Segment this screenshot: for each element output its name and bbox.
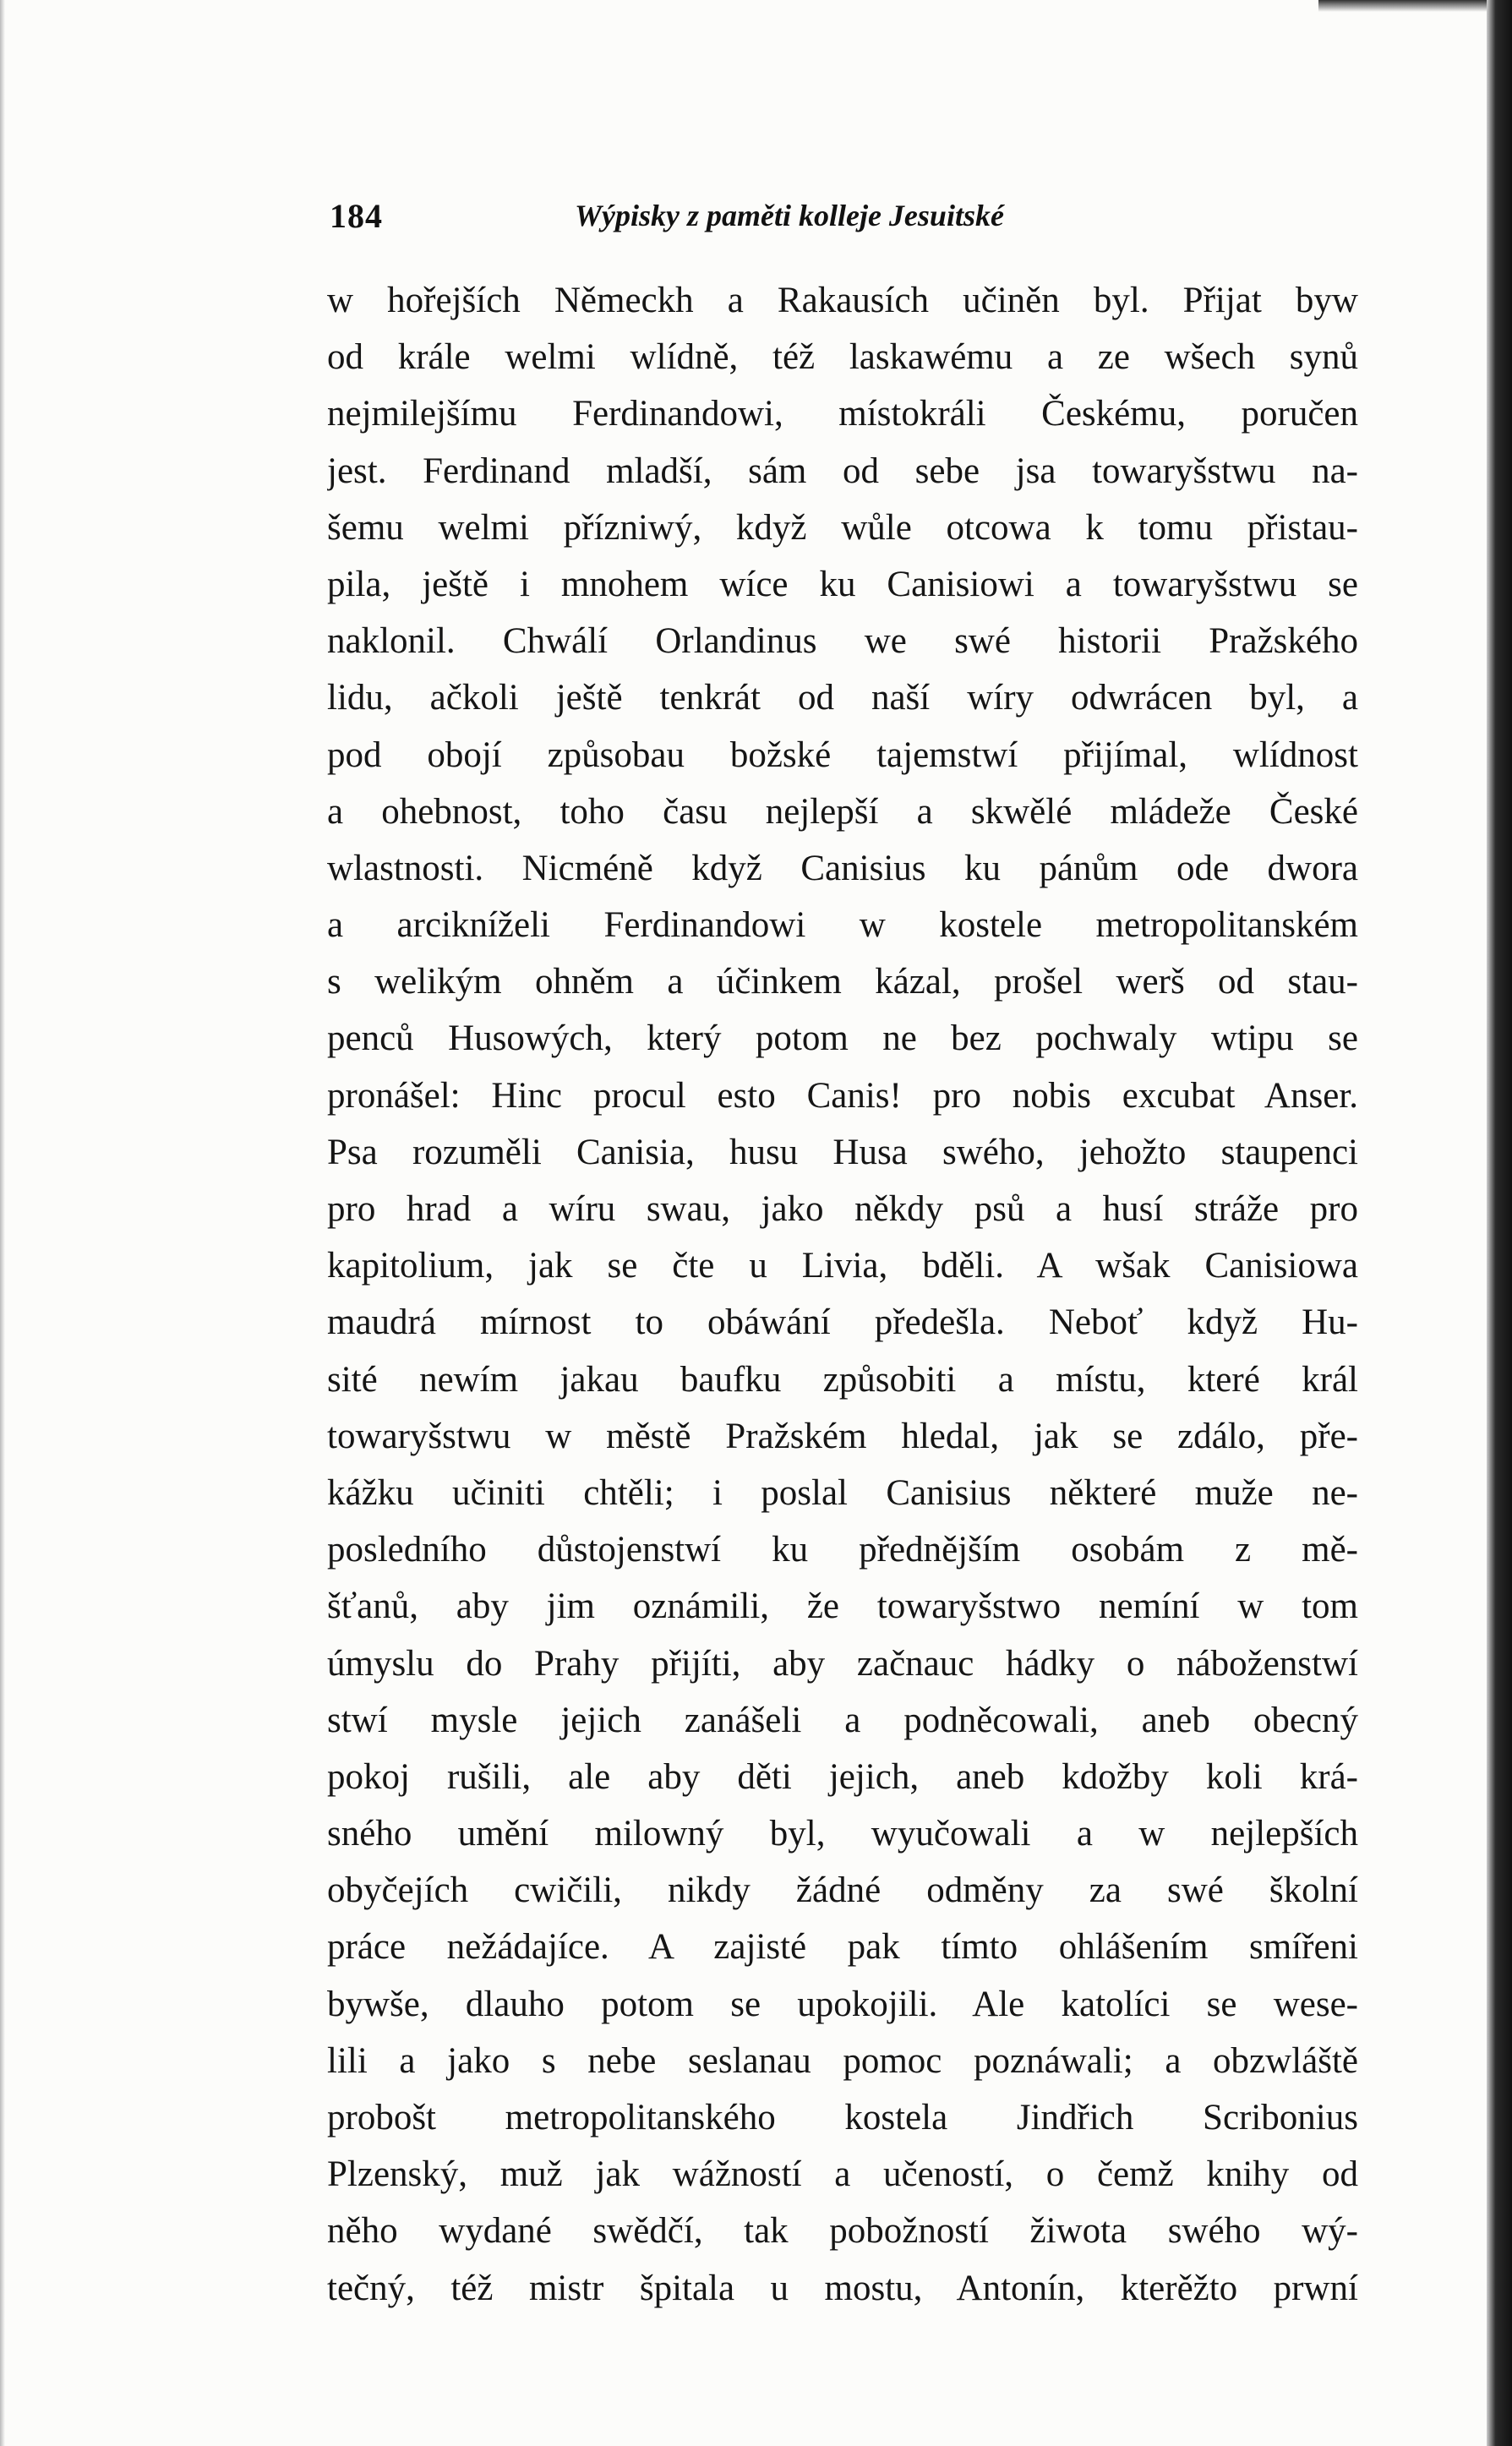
scan-edge-left [0, 0, 5, 2446]
text-line: pro hrad a wíru swau, jako někdy psů a husí stráže pro [327, 1189, 1358, 1229]
text-line: jest. Ferdinand mladší, sám od sebe jsa towaryšstwu na- [327, 450, 1358, 491]
text-line: bywše, dlauho potom se upokojili. Ale katolíci se wese- [327, 1984, 1358, 2024]
text-line: sité newím jakau baufku způsobiti a místu, které král [327, 1359, 1358, 1400]
text-line: sného umění milowný byl, wyučowali a w nejlepších [327, 1814, 1358, 1854]
running-title: Wýpisky z paměti kolleje Jesuitské [575, 199, 1004, 232]
text-line: kážku učiniti chtěli; i poslal Canisius některé muže ne- [327, 1472, 1358, 1513]
text-line: Plzenský, muž jak wážností a učeností, o čemž knihy od [327, 2154, 1358, 2195]
text-line: wlastnosti. Nicméně když Canisius ku pánům ode dwora [327, 848, 1358, 888]
text-line: pokoj rušili, ale aby děti jejich, aneb kdožby koli krá- [327, 1756, 1358, 1797]
text-line: pronášel: Hinc procul esto Canis! pro nobis excubat Anser. [327, 1075, 1358, 1116]
text-line: pod obojí způsobau božské tajemstwí přijímal, wlídnost [327, 734, 1358, 775]
scan-edge-right [1487, 0, 1512, 2446]
text-line: nejmilejšímu Ferdinandowi, místokráli Českému, poručen [327, 394, 1358, 434]
text-line: penců Husowých, který potom ne bez pochwaly wtipu se [327, 1018, 1358, 1059]
page-header [330, 196, 1378, 247]
text-line: lili a jako s nebe seslanau pomoc poznáwali; a obzwláště [327, 2040, 1358, 2081]
text-line: w hořejších Německh a Rakausích učiněn byl. Přijat byw [327, 281, 1358, 320]
text-line: posledního důstojenstwí ku přednějším osobám z mě- [327, 1530, 1358, 1570]
text-line: towaryšstwu w městě Pražském hledal, jak se zdálo, pře- [327, 1416, 1358, 1456]
text-line: práce nežádajíce. A zajisté pak tímto ohlášením smířeni [327, 1927, 1358, 1968]
text-line: od krále welmi wlídně, též laskawému a ze wšech synů [327, 337, 1358, 378]
text-line: a ohebnost, toho času nejlepší a skwělé mládeže České [327, 791, 1358, 832]
text-line: úmyslu do Prahy přijíti, aby začnauc hádky o náboženstwí [327, 1643, 1358, 1684]
text-line: maudrá mírnost to obáwání předešla. Neboť když Hu- [327, 1302, 1358, 1343]
text-line: kapitolium, jak se čte u Livia, bděli. A wšak Canisiowa [327, 1246, 1358, 1286]
page-number: 184 [330, 197, 383, 235]
text-line: šťanů, aby jim oznámili, že towaryšstwo nemíní w tom [327, 1586, 1358, 1627]
body-text [327, 272, 1358, 2317]
text-line: Psa rozuměli Canisia, husu Husa swého, jehožto staupenci [327, 1132, 1358, 1172]
text-line: něho wydané swědčí, tak pobožností žiwota swého wý- [327, 2211, 1358, 2252]
text-line: naklonil. Chwálí Orlandinus we swé historii Pražského [327, 621, 1358, 662]
text-line: s welikým ohněm a účinkem kázal, prošel werš od stau- [327, 962, 1358, 1002]
text-line: a arcikníželi Ferdinandowi w kostele metropolitanském [327, 905, 1358, 946]
scan-edge-top [1318, 0, 1512, 12]
text-line: lidu, ačkoli ještě tenkrát od naší wíry odwrácen byl, a [327, 678, 1358, 718]
text-line: tečný, též mistr špitala u mostu, Antonín, kterěžto prwní [327, 2268, 1358, 2308]
text-line: obyčejích cwičili, nikdy žádné odměny za swé školní [327, 1870, 1358, 1911]
text-line: šemu welmi přízniwý, když wůle otcowa k tomu přistau- [327, 507, 1358, 548]
text-line: pila, ještě i mnohem wíce ku Canisiowi a towaryšstwu se [327, 564, 1358, 604]
text-line: probošt metropolitanského kostela Jindřich Scribonius [327, 2098, 1358, 2138]
text-line: stwí mysle jejich zanášeli a podněcowali, aneb obecný [327, 1700, 1358, 1740]
